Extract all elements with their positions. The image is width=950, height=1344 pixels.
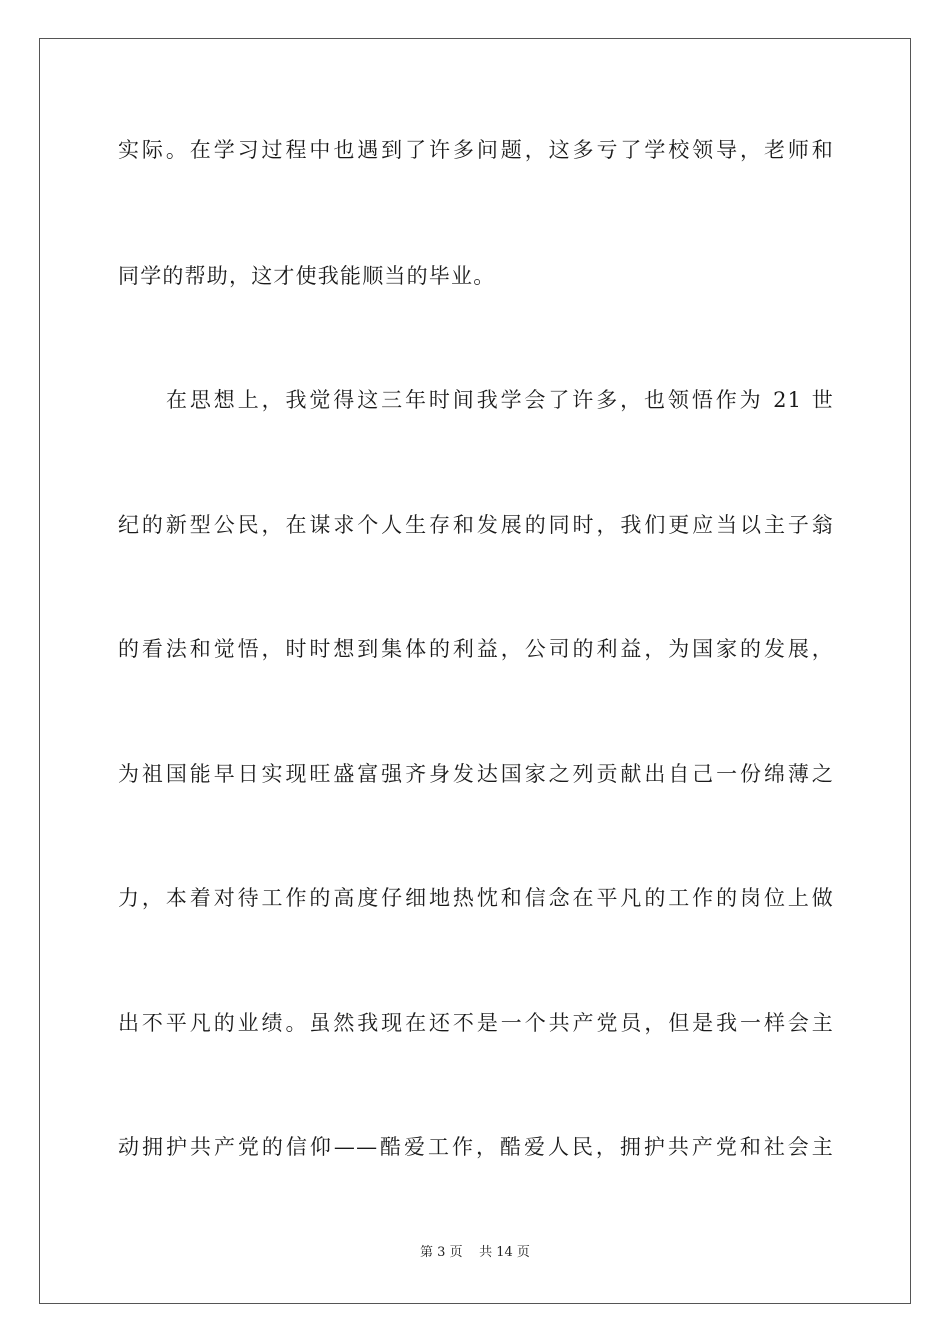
text-line: 为祖国能早日实现旺盛富强齐身发达国家之列贡献出自己一份绵薄之	[118, 762, 834, 786]
text-line: 的看法和觉悟，时时想到集体的利益，公司的利益，为国家的发展，	[118, 637, 834, 661]
page-number: 第 3 页	[420, 1245, 463, 1260]
page-border	[39, 38, 911, 1304]
text-line: 同学的帮助，这才使我能顺当的毕业。	[118, 264, 496, 288]
page-footer	[0, 1244, 950, 1262]
text-line: 出不平凡的业绩。虽然我现在还不是一个共产党员，但是我一样会主	[118, 1011, 834, 1035]
text-line: 力，本着对待工作的高度仔细地热忱和信念在平凡的工作的岗位上做	[118, 886, 834, 910]
text-line: 动拥护共产党的信仰——酷爱工作，酷爱人民，拥护共产党和社会主	[118, 1135, 834, 1159]
text-line: 实际。在学习过程中也遇到了许多问题，这多亏了学校领导，老师和	[118, 138, 834, 162]
text-line: 在思想上，我觉得这三年时间我学会了许多，也领悟作为 21 世	[166, 388, 834, 412]
text-line: 纪的新型公民，在谋求个人生存和发展的同时，我们更应当以主子翁	[118, 513, 834, 537]
page-total: 共 14 页	[479, 1245, 530, 1260]
